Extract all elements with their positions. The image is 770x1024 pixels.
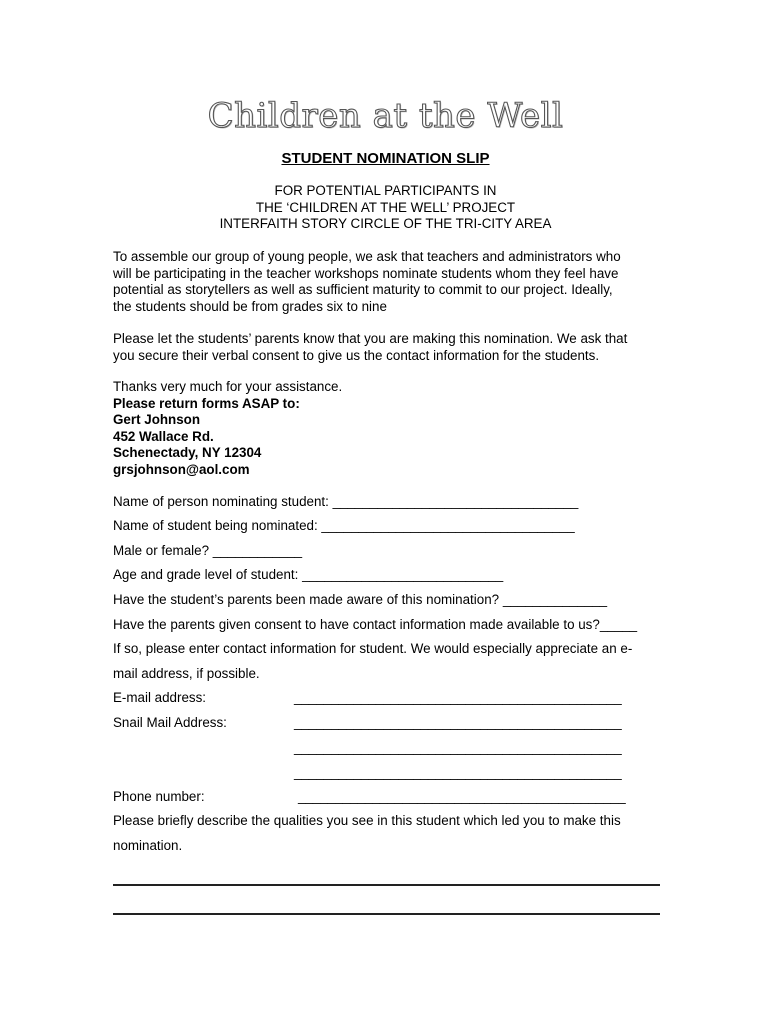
contact-name: Gert Johnson [113,412,201,427]
thanks-text: Thanks very much for your assistance. [113,379,343,394]
gender-field[interactable]: Male or female? ____________ [113,543,303,558]
children-at-the-well-logo: Children at the Well [207,96,564,136]
mail-address-field-1[interactable]: ____________________________________________ [294,715,622,730]
contact-instruction: If so, please enter contact information for student. We would especially appreciate an e- [113,641,633,656]
subtitle-line: INTERFAITH STORY CIRCLE OF THE TRI-CITY AREA [219,216,552,231]
age-grade-field[interactable]: Age and grade level of student: ___________________________ [113,567,504,582]
contact-city: Schenectady, NY 12304 [113,445,262,460]
qualities-instruction: Please briefly describe the qualities you see in this student which led you to make this [113,813,621,828]
subtitle-line: THE ‘CHILDREN AT THE WELL’ PROJECT [255,199,516,215]
contact-street: 452 Wallace Rd. [113,428,214,444]
intro-line: potential as storytellers as well as sufficient maturity to commit to our project. Ideally, [113,282,613,297]
qualities-answer-line-1[interactable] [113,884,660,886]
parents-aware-field[interactable]: Have the student’s parents been made aware of this nomination? ______________ [113,592,608,607]
page-title: STUDENT NOMINATION SLIP [281,150,490,167]
email-label: E-mail address: [113,690,207,705]
consent-line: Please let the students’ parents know that you are making this nomination. We ask that [113,331,628,346]
consent-paragraph [113,331,658,364]
phone-field[interactable]: ____________________________________________ [298,789,626,804]
mail-address-field-2[interactable]: ____________________________________________ [294,740,622,755]
intro-line: will be participating in the teacher workshops nominate students whom they feel have [113,265,619,281]
phone-label: Phone number: [113,789,205,804]
subtitle-block [113,183,658,233]
student-name-field[interactable]: Name of student being nominated: __________________________________ [113,518,575,533]
return-info [113,379,658,478]
nominator-field[interactable]: Name of person nominating student: _________________________________ [113,494,579,509]
contact-email: grsjohnson@aol.com [113,461,250,477]
mail-address-label: Snail Mail Address: [113,715,227,730]
qualities-answer-line-2[interactable] [113,913,660,915]
email-field[interactable]: ____________________________________________ [294,690,622,705]
subtitle-line: FOR POTENTIAL PARTICIPANTS IN [274,183,497,198]
consent-line: you secure their verbal consent to give us the contact information for the students. [113,347,600,363]
parents-consent-field[interactable]: Have the parents given consent to have contact information made available to us?_____ [113,617,638,632]
return-instruction: Please return forms ASAP to: [113,395,300,411]
intro-line: the students should be from grades six to nine [113,298,387,314]
contact-instruction-cont: mail address, if possible. [113,666,260,681]
qualities-instruction-cont: nomination. [113,838,183,853]
mail-address-field-3[interactable]: ____________________________________________ [294,765,622,780]
intro-paragraph [113,249,658,315]
intro-line: To assemble our group of young people, we ask that teachers and administrators who [113,249,621,264]
